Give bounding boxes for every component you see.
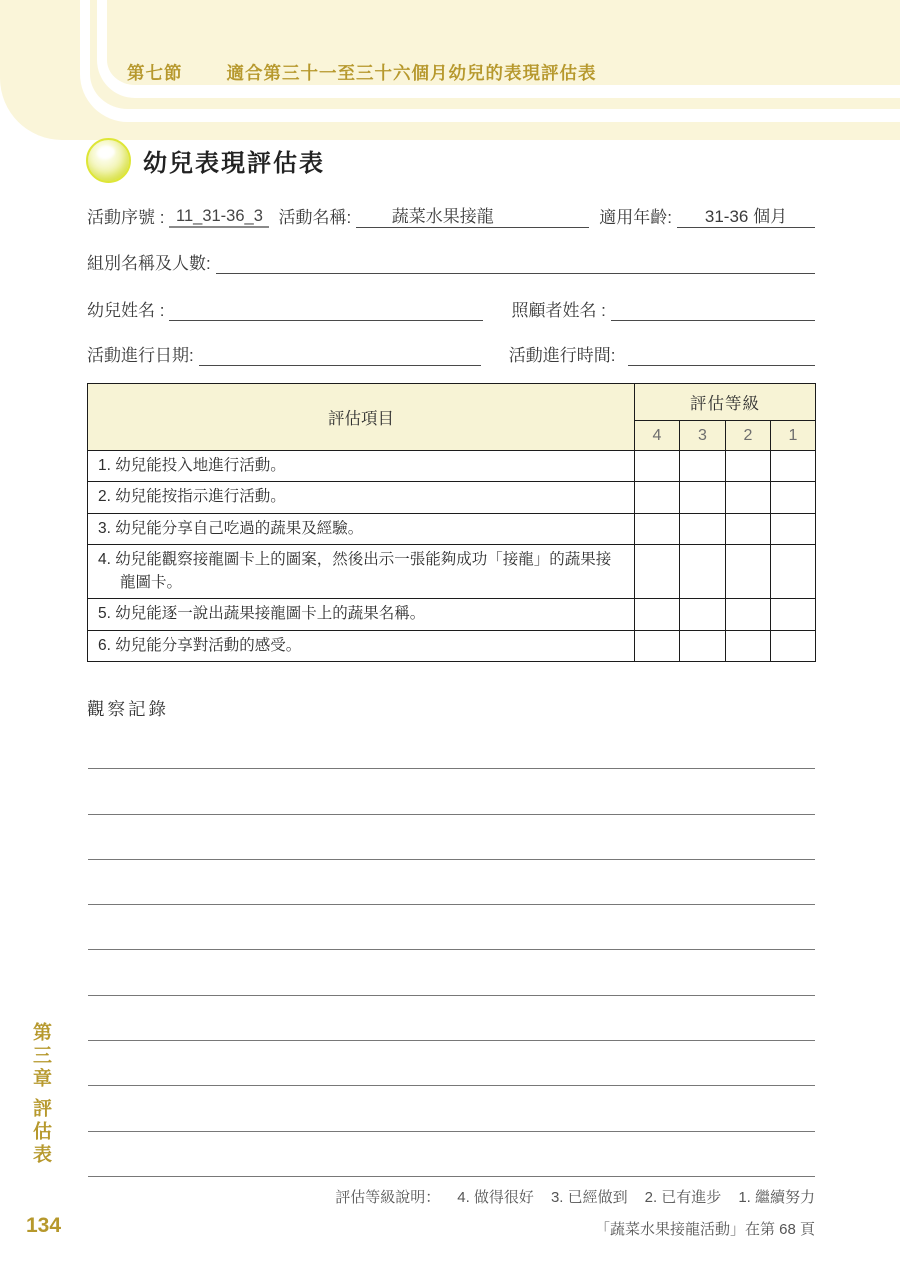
age-field: 31-36 個月: [677, 202, 815, 228]
activity-name-value: 蔬菜水果接龍: [391, 207, 494, 226]
table-row: [88, 630, 816, 661]
item-text: 1. 幼兒能投入地進行活動。: [88, 451, 635, 482]
section-title: 適合第三十一至三十六個月幼兒的表現評估表: [226, 63, 597, 83]
chapter-label: 第三章: [30, 1022, 51, 1091]
time-label: 活動進行時間:: [508, 346, 616, 365]
grade-cell: [635, 513, 680, 544]
item-text: 3. 幼兒能分享自己吃過的蔬果及經驗。: [88, 513, 635, 544]
chapter-sub-label: 評估表: [30, 1098, 51, 1167]
group-field: [216, 273, 815, 274]
child-name-field: [169, 320, 483, 321]
ruled-line: [88, 996, 815, 1041]
grade-header: 評估等級: [635, 384, 816, 421]
legend-item: 4. 做得很好: [457, 1189, 534, 1206]
grade-cell: [680, 513, 726, 544]
legend-item: 2. 已有進步: [644, 1189, 722, 1206]
grade-cell: [680, 545, 726, 599]
item-text: 5. 幼兒能逐一說出蔬果接龍圖卡上的蔬果名稱。: [88, 599, 635, 630]
ruled-line: [88, 769, 815, 814]
ruled-line: [88, 860, 815, 905]
grade-cell: [771, 630, 816, 661]
grade-level-3: 3: [680, 421, 726, 451]
child-name-label: 幼兒姓名 :: [87, 301, 165, 320]
ruled-line: [88, 1041, 815, 1086]
section-header: [127, 60, 847, 85]
table-row: [88, 513, 816, 544]
legend-item: 1. 繼續努力: [738, 1189, 815, 1206]
grade-cell: [726, 599, 771, 630]
activity-name-field: [356, 202, 589, 228]
item-text: 4. 幼兒能觀察接龍圖卡上的圖案，然後出示一張能夠成功「接龍」的蔬果接龍圖卡。: [88, 545, 635, 599]
observation-label: 觀察記錄: [87, 699, 169, 719]
grade-cell: [635, 599, 680, 630]
date-label: 活動進行日期:: [87, 346, 194, 365]
ruled-line: [88, 905, 815, 950]
caregiver-label: 照顧者姓名 :: [511, 301, 606, 320]
grade-cell: [680, 451, 726, 482]
form-row-group: [87, 248, 815, 274]
grade-cell: [771, 482, 816, 513]
activity-name-label: 活動名稱:: [278, 208, 352, 227]
page-title: 幼兒表現評估表: [143, 150, 325, 177]
grade-cell: [635, 545, 680, 599]
grade-cell: [771, 513, 816, 544]
grade-level-2: 2: [726, 421, 771, 451]
grade-cell: [635, 630, 680, 661]
form-row-activity: [87, 202, 815, 228]
ruled-line: [88, 1132, 815, 1177]
grade-cell: [726, 451, 771, 482]
section-label: 第七節: [127, 63, 183, 83]
activity-no-label: 活動序號 :: [87, 208, 165, 227]
table-row: [88, 482, 816, 513]
grade-cell: [726, 482, 771, 513]
doc-title-row: [86, 138, 325, 183]
yellow-ball-icon: [86, 138, 131, 183]
item-text: 6. 幼兒能分享對活動的感受。: [88, 630, 635, 661]
legend-item: 3. 已經做到: [550, 1189, 628, 1206]
grade-cell: [726, 630, 771, 661]
ruled-line: [88, 724, 815, 769]
date-field: [199, 365, 481, 366]
grade-level-4: 4: [635, 421, 680, 451]
ruled-line: [88, 950, 815, 995]
grade-cell: [726, 513, 771, 544]
age-label: 適用年齡:: [599, 208, 672, 227]
observation-lines: [88, 724, 815, 1177]
activity-reference: 「蔬菜水果接龍活動」在第 68 頁: [594, 1221, 815, 1238]
grade-cell: [771, 545, 816, 599]
grade-cell: [680, 599, 726, 630]
grade-level-1: 1: [771, 421, 816, 451]
group-label: 組別名稱及人數:: [87, 254, 211, 273]
legend-label: 評估等級說明：: [335, 1189, 441, 1206]
page-number: 134: [26, 1214, 62, 1237]
table-row: [88, 545, 816, 599]
grade-cell: [680, 482, 726, 513]
grade-legend: [87, 1186, 815, 1207]
ruled-line: [88, 1086, 815, 1131]
ruled-line: [88, 815, 815, 860]
assessment-table: [87, 383, 816, 662]
time-field: [628, 365, 815, 366]
form-row-names: [87, 295, 815, 321]
items-header: 評估項目: [88, 384, 635, 451]
grade-cell: [771, 451, 816, 482]
table-row: [88, 451, 816, 482]
form-row-datetime: [87, 340, 815, 366]
activity-no-value: 11_31-36_3: [169, 207, 269, 228]
grade-cell: [771, 599, 816, 630]
grade-cell: [680, 630, 726, 661]
grade-cell: [635, 482, 680, 513]
item-text: 2. 幼兒能按指示進行活動。: [88, 482, 635, 513]
grade-cell: [635, 451, 680, 482]
table-row: [88, 599, 816, 630]
caregiver-field: [611, 320, 815, 321]
grade-cell: [726, 545, 771, 599]
